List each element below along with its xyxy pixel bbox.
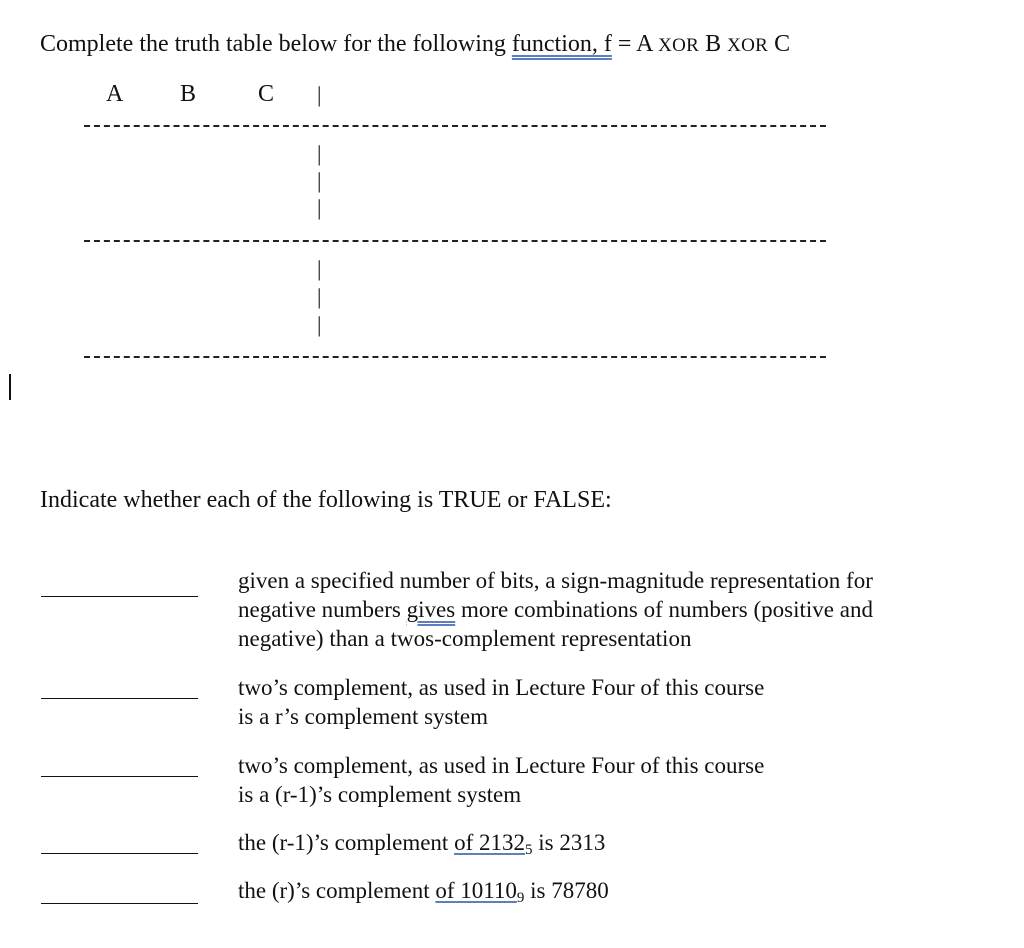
- table-pipe: |: [317, 284, 322, 309]
- function-label: function, f: [511, 31, 612, 57]
- equals-sign: =: [611, 31, 637, 57]
- question-1-text: [40, 31, 790, 58]
- answer-blank-3[interactable]: [41, 776, 198, 777]
- number-base-9: of $10110_9$: [435, 878, 525, 906]
- statement-5: the (r)’s complement of $10110_9$ is 78780: [238, 878, 609, 906]
- table-header-c: C: [258, 81, 275, 107]
- question-1-prefix: Complete the truth table below for the following: [40, 31, 512, 57]
- var-b: B: [705, 31, 722, 57]
- answer-blank-1[interactable]: [41, 596, 198, 597]
- text-cursor: [9, 374, 11, 400]
- table-pipe: |: [317, 168, 322, 193]
- var-a: A: [636, 31, 653, 57]
- table-header-b: B: [180, 81, 197, 107]
- statement-4: the (r-1)’s complement of $2132_5$ is 2313: [238, 830, 606, 858]
- answer-blank-2[interactable]: [41, 698, 198, 699]
- table-divider-1: [84, 125, 826, 127]
- statement-1: given a specified number of bits, a sign-magnitude representation for negative numbers gives more combinations of numbers (positive and negative) than a twos-complement representation: [238, 568, 873, 651]
- gives-word: gives: [406, 597, 456, 622]
- table-pipe: |: [317, 312, 322, 337]
- answer-blank-4[interactable]: [41, 853, 198, 854]
- table-pipe: |: [317, 256, 322, 281]
- table-pipe: |: [317, 195, 322, 220]
- table-header-a: A: [106, 81, 124, 107]
- question-2-prompt: Indicate whether each of the following is TRUE or FALSE:: [40, 487, 612, 513]
- table-pipe: |: [317, 141, 322, 166]
- table-column-separator: |: [317, 82, 322, 107]
- table-divider-2: [84, 240, 826, 242]
- table-divider-3: [84, 356, 826, 358]
- statement-3: two’s complement, as used in Lecture Four of this course is a (r-1)’s complement system: [238, 753, 765, 807]
- statement-2: two’s complement, as used in Lecture Four of this course is a r’s complement system: [238, 675, 765, 729]
- number-base-5: of $2132_5$: [454, 830, 533, 858]
- answer-blank-5[interactable]: [41, 903, 198, 904]
- xor-operator-1: XOR: [658, 35, 700, 56]
- var-c: C: [774, 31, 791, 57]
- xor-operator-2: XOR: [727, 35, 769, 56]
